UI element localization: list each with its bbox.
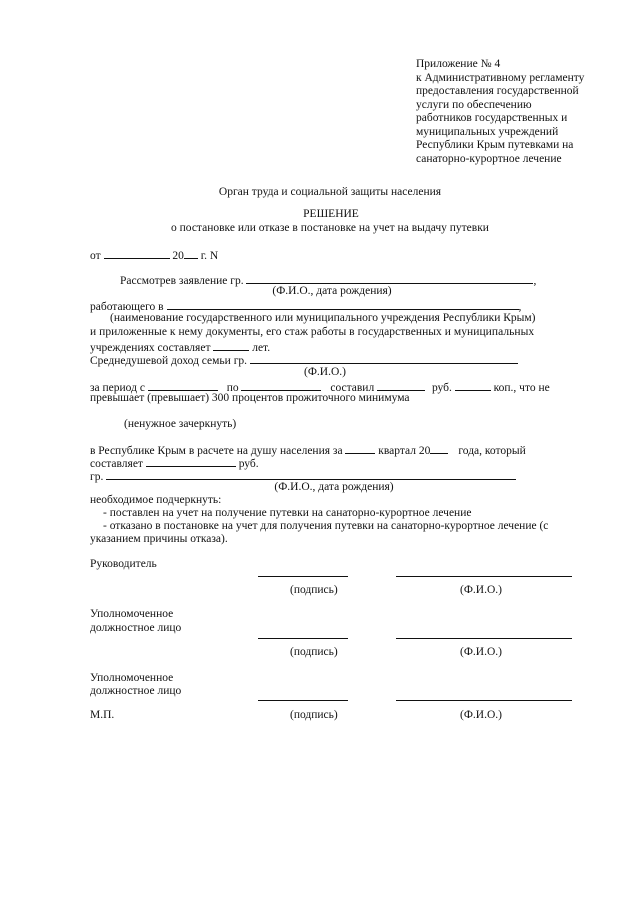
date-line	[90, 247, 218, 264]
date-blank	[104, 247, 170, 259]
income-label: Среднедушевой доход семьи гр.	[90, 355, 248, 367]
amount-label: составляет	[90, 458, 143, 470]
head-fio-hint: (Ф.И.О.)	[460, 584, 502, 596]
institution-hint: (наименование государственного или муниципального учреждения Республики Крым)	[110, 312, 536, 324]
period-to-label: по	[226, 382, 239, 394]
auth2-signature-line	[258, 700, 348, 701]
year2-blank	[430, 442, 448, 454]
comma: ,	[518, 301, 522, 313]
authorized-label-2b: должностное лицо	[90, 685, 182, 697]
authorized-label-1: Уполномоченное	[90, 608, 174, 620]
comma: ,	[533, 275, 537, 287]
underline-note: необходимое подчеркнуть:	[90, 494, 222, 506]
period-from-label: за период с	[90, 382, 145, 394]
appendix-line: санаторно-курортное лечение	[416, 152, 562, 165]
document-subtitle: о постановке или отказе в постановке на учет на выдачу путевки	[171, 222, 489, 234]
auth1-signature-line	[258, 638, 348, 639]
appendix-line: муниципальных учреждений	[416, 125, 559, 138]
experience-blank	[213, 339, 249, 351]
quarter-label: квартал 20	[378, 445, 431, 457]
crimea-label: в Республике Крым в расчете на душу населения за	[90, 445, 343, 457]
amounted-label: составил	[330, 382, 375, 394]
authorized-label-1b: должностное лицо	[90, 622, 182, 634]
appendix-line: услуги по обеспечению	[416, 98, 532, 111]
amount-rub-label: руб.	[238, 458, 259, 470]
docs-line: и приложенные к нему документы, его стаж работы в государственных и муниципальных	[90, 326, 535, 338]
head-signature-hint: (подпись)	[290, 584, 338, 596]
year-which-label: года, который	[458, 445, 526, 457]
authorized-label-2: Уполномоченное	[90, 672, 174, 684]
fio-hint: (Ф.И.О.)	[304, 366, 346, 378]
auth1-signature-hint: (подпись)	[290, 646, 338, 658]
date-number: г. N	[200, 250, 219, 262]
option-refused-cont: указанием причины отказа).	[90, 533, 228, 545]
workplace-blank	[167, 298, 519, 310]
period-from-blank	[148, 379, 218, 391]
appendix-line: предоставления государственной	[416, 85, 579, 97]
option-refused: - отказано в постановке на учет для получения путевки на санаторно-курортное лечение (с	[103, 520, 549, 532]
organ-heading: Орган труда и социальной защиты населения	[218, 186, 442, 198]
working-label: работающего в	[90, 301, 164, 313]
auth2-signature-hint: (подпись)	[290, 709, 338, 721]
kop-blank	[455, 379, 491, 391]
years-label: лет.	[252, 342, 271, 354]
rub-label: руб.	[431, 382, 452, 394]
appendix-block	[416, 58, 584, 166]
year-blank	[184, 247, 198, 259]
document-title: РЕШЕНИЕ	[303, 208, 359, 220]
exceeds-line: превышает (превышает) 300 процентов прожиточного минимума	[90, 392, 410, 404]
rub-blank	[377, 379, 425, 391]
head-label: Руководитель	[90, 558, 157, 570]
head-signature-line	[258, 576, 348, 577]
period-to-blank	[241, 379, 321, 391]
fio-dob-hint: (Ф.И.О., дата рождения)	[272, 285, 392, 297]
auth2-fio-hint: (Ф.И.О.)	[460, 709, 502, 721]
appendix-line: к Административному регламенту	[416, 71, 585, 84]
quarter-blank	[345, 442, 375, 454]
appendix-line: работников государственных и	[416, 112, 568, 124]
amount-blank	[146, 455, 236, 467]
gr-blank	[106, 468, 516, 480]
gr-label: гр.	[90, 471, 104, 483]
experience-label: учреждениях составляет	[90, 342, 211, 354]
considered-label: Рассмотрев заявление гр.	[120, 275, 244, 287]
seal-label: М.П.	[90, 709, 115, 721]
option-registered: - поставлен на учет на получение путевки на санаторно-курортное лечение	[103, 507, 472, 519]
fio-dob-hint-2: (Ф.И.О., дата рождения)	[274, 481, 394, 493]
auth1-fio-hint: (Ф.И.О.)	[460, 646, 502, 658]
applicant-blank	[246, 272, 533, 284]
date-year: 20	[172, 250, 184, 262]
auth1-fio-line	[396, 638, 572, 639]
date-from: от	[90, 250, 101, 262]
appendix-line: Приложение № 4	[416, 58, 501, 70]
appendix-line: Республики Крым путевками на	[416, 139, 574, 151]
head-fio-line	[396, 576, 572, 577]
strike-note: (ненужное зачеркнуть)	[124, 418, 237, 430]
kop-label: коп., что не	[493, 382, 550, 394]
auth2-fio-line	[396, 700, 572, 701]
income-fio-blank	[250, 352, 518, 364]
